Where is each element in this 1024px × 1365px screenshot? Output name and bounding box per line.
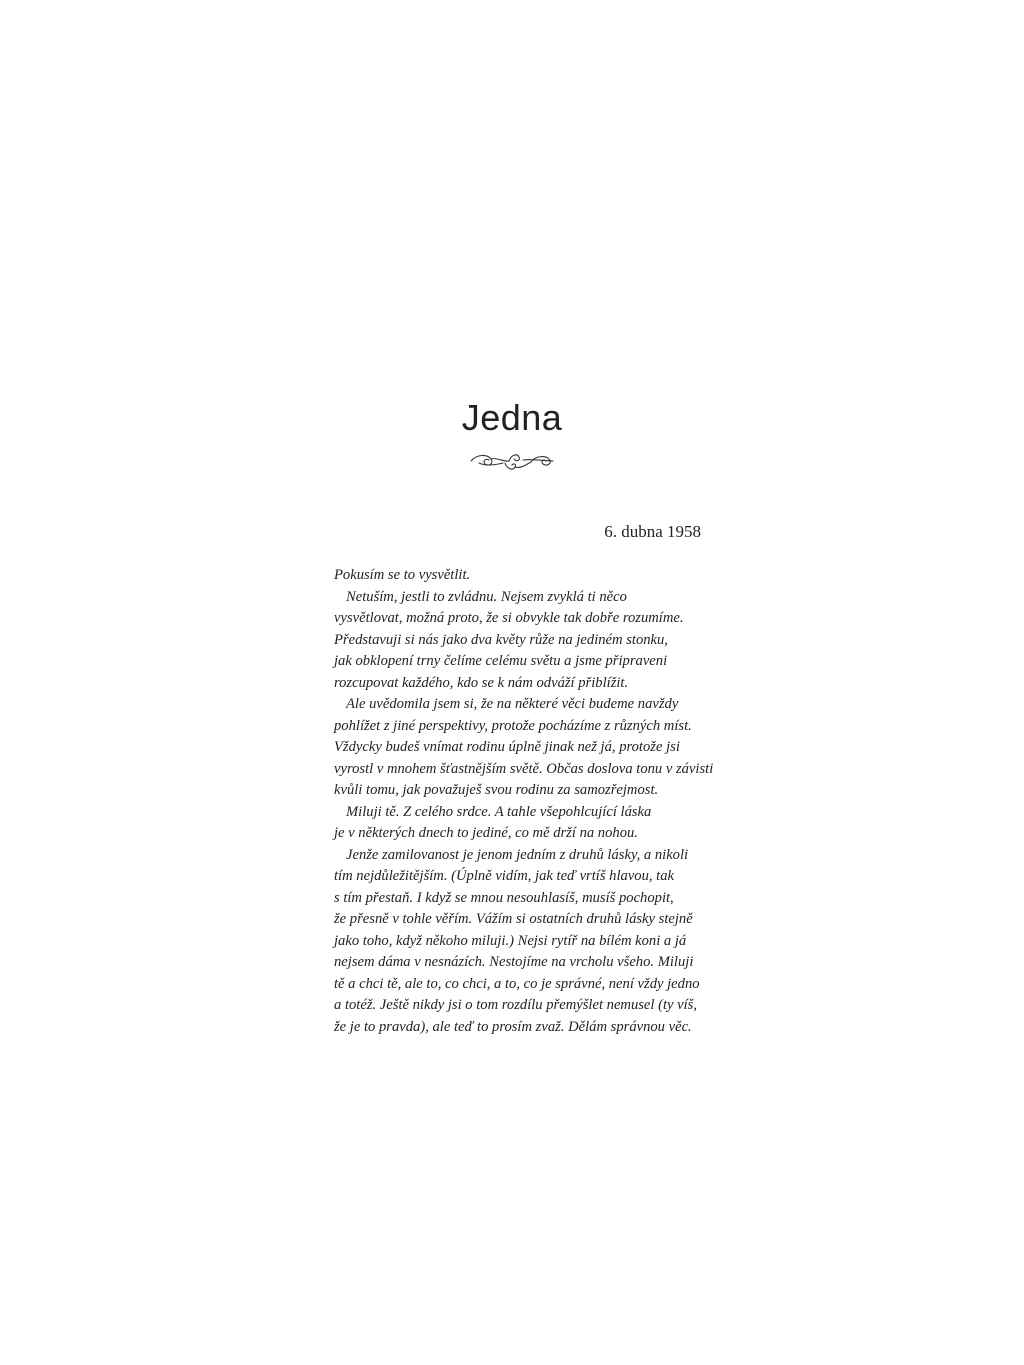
letter-line: a totéž. Ještě nikdy jsi o tom rozdílu přemýšlet nemusel (ty víš, [334, 997, 698, 1013]
letter-line: že přesně v tohle věřím. Vážím si ostatních druhů lásky stejně [334, 911, 693, 927]
letter-line: jak obklopení trny čelíme celému světu a jsme připraveni [334, 653, 668, 669]
letter-line: Miluji tě. Z celého srdce. A tahle všepohlcující láska [346, 803, 652, 820]
letter-line: Vždycky budeš vnímat rodinu úplně jinak než já, protože jsi [334, 739, 680, 755]
letter-line: rozcupovat každého, kdo se k nám odváží přiblížit. [334, 674, 629, 691]
letter-line: nejsem dáma v nesnázích. Nestojíme na vrcholu všeho. Miluji [334, 954, 694, 970]
flourish-ornament-icon [469, 448, 555, 474]
letter-line: Jenže zamilovanost je jenom jedním z druhů lásky, a nikoli [346, 846, 689, 863]
letter-line: tím nejdůležitějším. (Úplně vidím, jak teď vrtíš hlavou, tak [334, 868, 675, 884]
letter-date: 6. dubna 1958 [604, 522, 701, 541]
chapter-title: Jedna [461, 397, 563, 438]
letter-line: tě a chci tě, ale to, co chci, a to, co je správné, není vždy jedno [334, 975, 700, 992]
letter-body [334, 565, 714, 1038]
letter-line: pohlížet z jiné perspektivy, protože pocházíme z různých míst. [334, 717, 692, 734]
letter-line: je v některých dnech to jediné, co mě drží na nohou. [334, 825, 638, 841]
letter-line: že je to pravda), ale teď to prosím zvaž. Dělám správnou věc. [334, 1018, 692, 1035]
letter-line: Netuším, jestli to zvládnu. Nejsem zvyklá ti něco [346, 588, 627, 605]
letter-line: s tím přestaň. I když se mnou nesouhlasíš, musíš pochopit, [334, 889, 674, 906]
letter-line: Pokusím se to vysvětlit. [334, 567, 471, 583]
letter-line: Představuji si nás jako dva květy růže na jediném stonku, [334, 631, 668, 648]
letter-line: kvůli tomu, jak považuješ svou rodinu za samozřejmost. [334, 782, 659, 798]
letter-line: jako toho, když někoho miluji.) Nejsi rytíř na bílém koni a já [334, 932, 687, 949]
letter-line: Ale uvědomila jsem si, že na některé věci budeme navždy [346, 696, 679, 712]
letter-line: vyrostl v mnohem šťastnějším světě. Občas doslova tonu v závisti [334, 760, 714, 777]
letter-line: vysvětlovat, možná proto, že si obvykle tak dobře rozumíme. [334, 610, 684, 626]
